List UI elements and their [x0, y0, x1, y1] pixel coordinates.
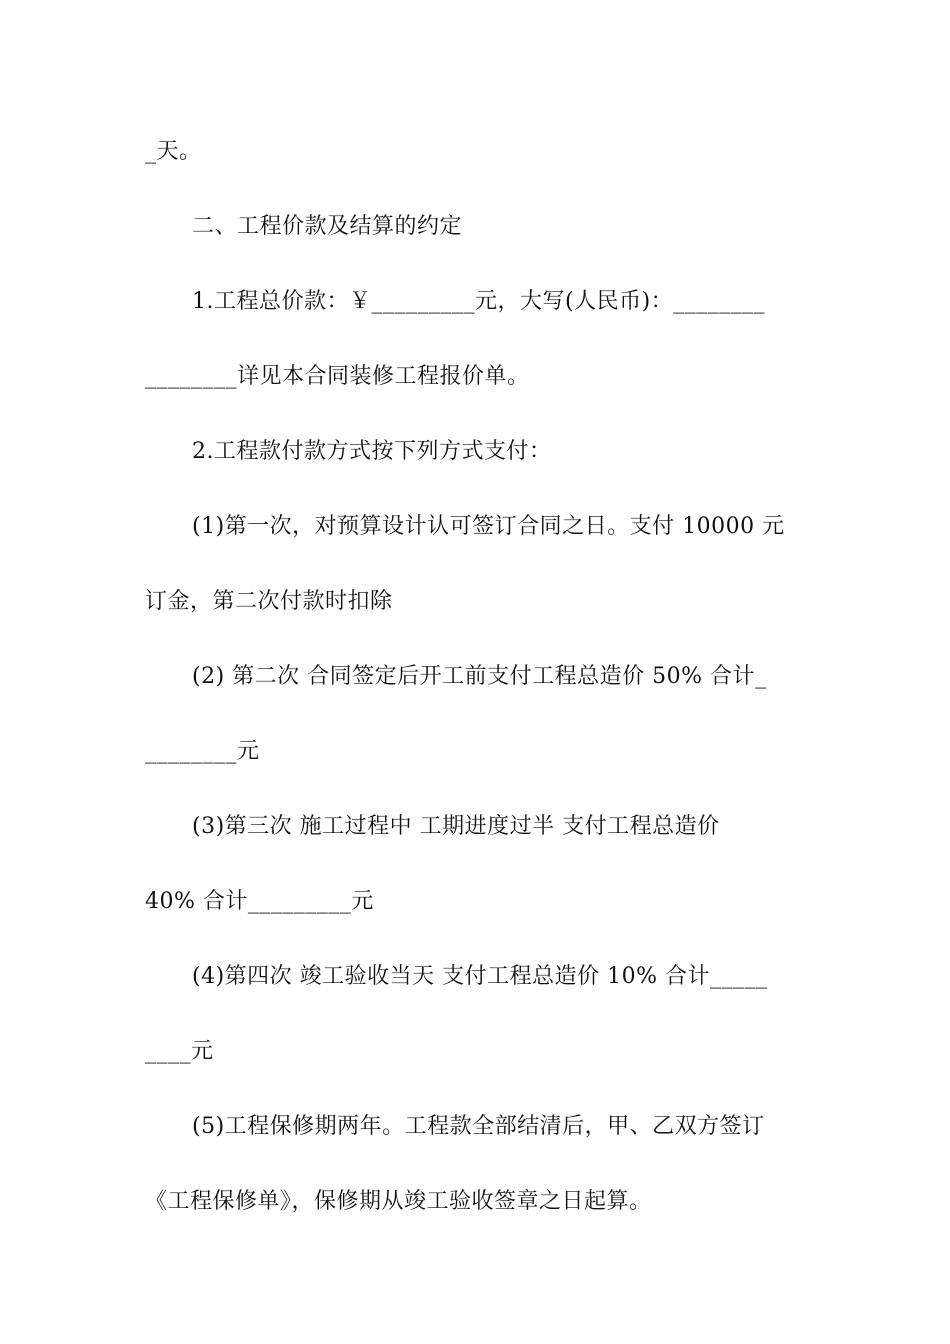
total-price-clause: 1.工程总价款：￥_________元，大写(人民币)：________ [192, 289, 766, 314]
payment-second-continued: ________元 [145, 739, 260, 764]
payment-method-clause: 2.工程款付款方式按下列方式支付： [192, 439, 552, 464]
payment-second: (2) 第二次 合同签定后开工前支付工程总造价 50% 合计_ [192, 664, 767, 689]
payment-first: (1)第一次，对预算设计认可签订合同之日。支付 10000 元 [192, 514, 785, 539]
warranty-clause-continued: 《工程保修单》，保修期从竣工验收签章之日起算。 [145, 1189, 652, 1214]
payment-first-continued: 订金，第二次付款时扣除 [145, 589, 393, 614]
section-heading: 二、工程价款及结算的约定 [192, 214, 463, 239]
payment-fourth: (4)第四次 竣工验收当天 支付工程总造价 10% 合计_____ [192, 964, 768, 989]
payment-fourth-continued: ____元 [145, 1039, 214, 1064]
warranty-clause: (5)工程保修期两年。工程款全部结清后，甲、乙双方签订 [192, 1114, 765, 1139]
payment-third: (3)第三次 施工过程中 工期进度过半 支付工程总造价 [192, 814, 720, 839]
total-price-clause-continued: ________详见本合同装修工程报价单。 [145, 364, 530, 389]
text-line-continuation: _天。 [145, 139, 202, 164]
payment-third-continued: 40% 合计_________元 [145, 889, 374, 914]
